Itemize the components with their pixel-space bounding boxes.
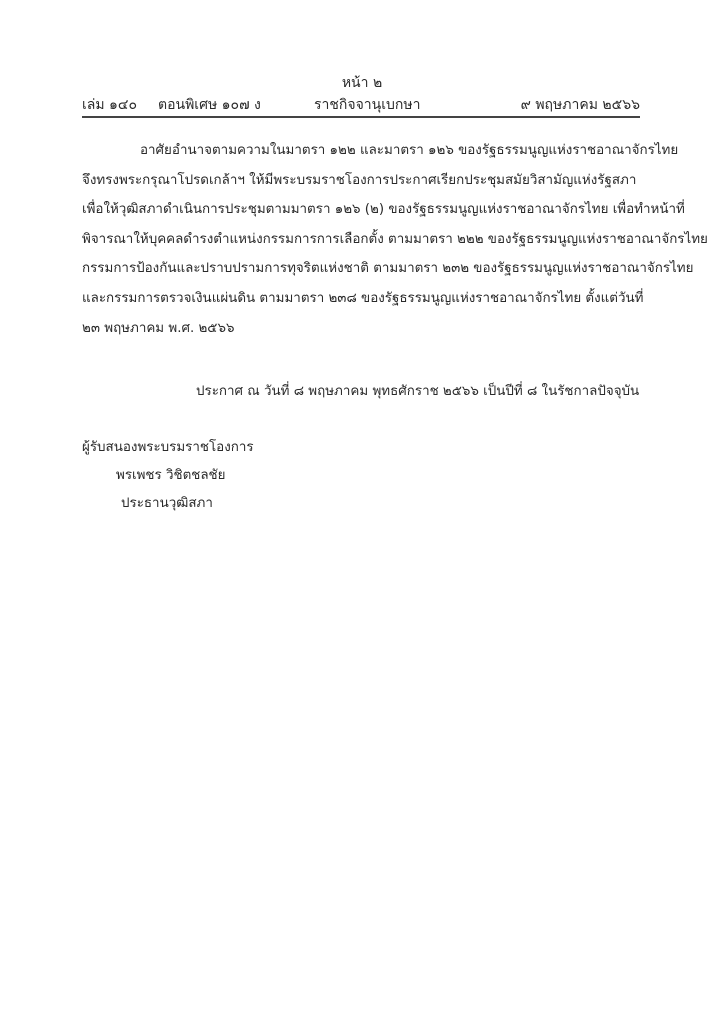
countersign-label: ผู้รับสนองพระบรมราชโองการ (82, 440, 254, 455)
gazette-header (82, 94, 640, 114)
body-line: จึงทรงพระกรุณาโปรดเกล้าฯ ให้มีพระบรมราชโองการประกาศเรียกประชุมสมัยวิสามัญแห่งรัฐสภา (82, 172, 637, 188)
page-number: หน้า ๒ (341, 75, 383, 91)
body-line: กรรมการป้องกันและปราบปรามการทุจริตแห่งชาติ ตามมาตรา ๒๓๒ ของรัฐธรรมนูญแห่งราชอาณาจักรไทย (82, 261, 694, 277)
proclamation-date: ประกาศ ณ วันที่ ๘ พฤษภาคม พุทธศักราช ๒๕๖๖ เป็นปีที่ ๘ ในรัชกาลปัจจุบัน (196, 384, 640, 399)
publication-name: ราชกิจจานุเบกษา (314, 97, 421, 113)
body-line: อาศัยอำนาจตามความในมาตรา ๑๒๒ และมาตรา ๑๒๖ ของรัฐธรรมนูญแห่งราชอาณาจักรไทย (140, 143, 679, 158)
header-rule (82, 116, 640, 118)
signatory-name: พรเพชร วิชิตชลชัย (116, 468, 226, 483)
publication-date: ๙ พฤษภาคม ๒๕๖๖ (520, 97, 640, 113)
body-paragraph (82, 136, 708, 343)
body-line: ๒๓ พฤษภาคม พ.ศ. ๒๕๖๖ (82, 320, 235, 336)
signatory-title: ประธานวุฒิสภา (121, 496, 213, 511)
body-line: เพื่อให้วุฒิสภาดำเนินการประชุมตามมาตรา ๑๒๖ (๒) ของรัฐธรรมนูญแห่งราชอาณาจักรไทย เพื่อทำหน้าที่ (82, 202, 685, 218)
issue-number: ตอนพิเศษ ๑๐๗ ง (158, 97, 261, 113)
body-line: พิจารณาให้บุคคลดำรงตำแหน่งกรรมการการเลือกตั้ง ตามมาตรา ๒๒๒ ของรัฐธรรมนูญแห่งราชอาณาจักรไทย (82, 231, 708, 247)
body-line: และกรรมการตรวจเงินแผ่นดิน ตามมาตรา ๒๓๘ ของรัฐธรรมนูญแห่งราชอาณาจักรไทย ตั้งแต่วันที่ (82, 290, 644, 306)
volume-number: เล่ม ๑๔๐ (82, 97, 138, 113)
